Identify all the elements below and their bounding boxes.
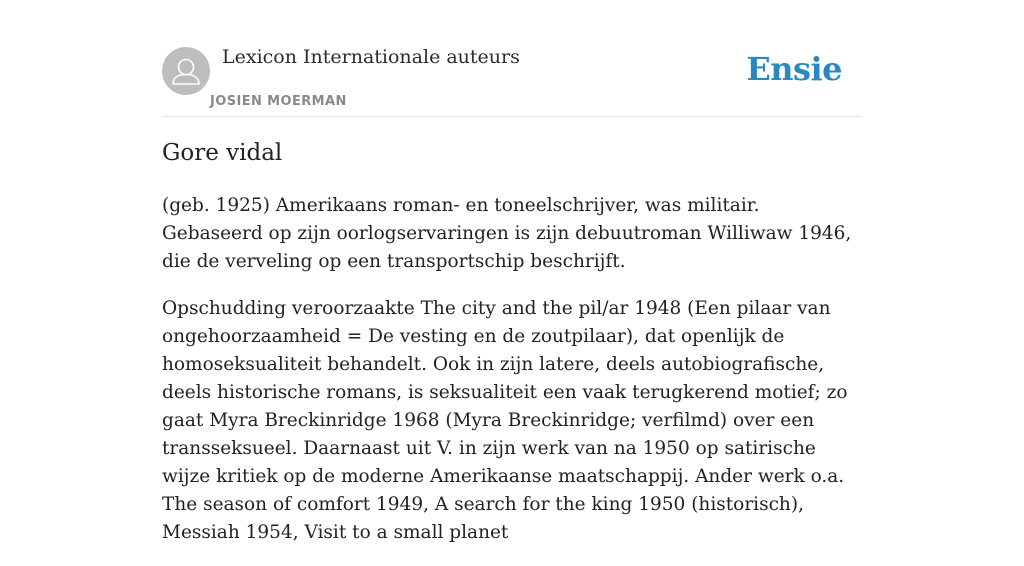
author-name[interactable]: JOSIEN MOERMAN bbox=[210, 94, 347, 109]
article-paragraph: Opschudding veroorzaakte The city and the pil/ar 1948 (Een pilaar van ongehoorzaamheid = De vesting en de zoutpilaar), dat openlijk de homoseksualiteit behandelt. Ook in zijn latere, deels autobiografische, deels historische romans, is seksualiteit een vaak terugkerend motief; zo gaat Myra Breckinridge 1968 (Myra Breckinridge; verfilmd) over een transseksueel. Daarnaast uit V. in zijn werk van na 1950 op satirische wijze kritiek op de moderne Amerikaanse maatschappij. Ander werk o.a. The season of comfort 1949, A search for the king 1950 (historisch), Messiah 1954, Visit to a small planet bbox=[162, 298, 848, 543]
article-body bbox=[162, 192, 864, 566]
article-paragraph: (geb. 1925) Amerikaans roman- en toneelschrijver, was militair. Gebaseerd op zijn oorlogservaringen is zijn debuutroman Williwaw 1946, die de verveling op een transportschip beschrijft. bbox=[162, 195, 852, 272]
article-page bbox=[162, 0, 862, 543]
avatar[interactable] bbox=[162, 47, 210, 95]
article-title: Gore vidal bbox=[162, 140, 283, 166]
source-title-link[interactable]: Lexicon Internationale auteurs bbox=[222, 46, 520, 68]
article-header bbox=[162, 0, 862, 117]
user-silhouette-icon bbox=[162, 47, 210, 95]
brand-logo[interactable]: Ensie bbox=[746, 50, 842, 88]
